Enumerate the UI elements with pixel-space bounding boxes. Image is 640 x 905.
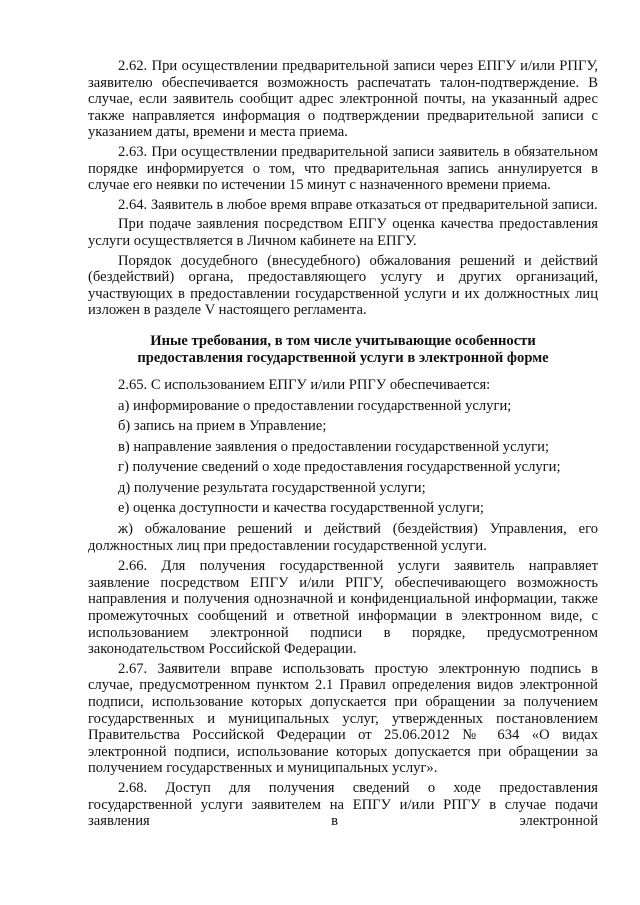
section-heading: [88, 333, 598, 367]
list-item: б) запись на прием в Управление;: [118, 418, 327, 435]
document-page: [88, 58, 598, 833]
paragraph-2-65: 2.65. С использованием ЕПГУ и/или РПГУ обеспечивается:: [118, 376, 491, 393]
paragraph-2-66: 2.66. Для получения государственной услуги заявитель направляет заявление посредством ЕПГУ и/или РПГУ, обеспечивающего возможность направления и получения однозначной и конфиденциальной информации, также промежуточных сообщений и ответной информации в электронном виде, с использованием электронной подписи в порядке, предусмотренном законодательством Российской Федерации.: [88, 558, 598, 658]
section-heading-line-1: Иные требования, в том числе учитывающие особенности: [150, 332, 536, 349]
paragraph-epgu-quality: При подаче заявления посредством ЕПГУ оценка качества предоставления услуги осуществляется в Личном кабинете на ЕПГУ.: [88, 216, 598, 249]
list-item: а) информирование о предоставлении государственной услуги;: [118, 397, 512, 414]
paragraph-2-63: 2.63. При осуществлении предварительной записи заявитель в обязательном порядке информируется о том, что предварительная запись аннулируется в случае его неявки по истечении 15 минут с назначенного времени приема.: [88, 143, 598, 194]
list-item: г) получение сведений о ходе предоставления государственной услуги;: [118, 459, 561, 476]
paragraph-appeal-procedure: Порядок досудебного (внесудебного) обжалования решений и действий (бездействий) органа, предоставляющего услугу и других организаций, участвующих в предоставлении государственной услуги и их должностных лиц изложен в разделе V настоящего регламента.: [88, 252, 598, 319]
list-item: в) направление заявления о предоставлении государственной услуги;: [118, 438, 550, 455]
paragraph-2-62: 2.62. При осуществлении предварительной записи через ЕПГУ и/или РПГУ, заявителю обеспечивается возможность распечатать талон-подтверждение. В случае, если заявитель сообщит адрес электронной почты, на указанный адрес также направляется информация о подтверждении предварительной записи с указанием даты, времени и места приема.: [88, 58, 598, 141]
section-heading-line-2: предоставления государственной услуги в электронной форме: [137, 349, 549, 366]
paragraph-2-64: 2.64. Заявитель в любое время вправе отказаться от предварительной записи.: [118, 196, 598, 213]
paragraph-2-67: 2.67. Заявители вправе использовать простую электронную подпись в случае, предусмотренном пунктом 2.1 Правил определения видов электронной подписи, использование которых допускается при обращении за получением государственных и муниципальных услуг, утвержденных постановлением Правительства Российской Федерации от 25.06.2012 № 634 «О видах электронной подписи, использование которых допускается при обращении за получением государственных и муниципальных услуг».: [88, 660, 598, 777]
paragraph-2-68: 2.68. Доступ для получения сведений о ходе предоставления государственной услуги заявителем на ЕПГУ и/или РПГУ в случае подачи заявления в электронной: [88, 779, 598, 830]
list-item: д) получение результата государственной услуги;: [118, 479, 426, 496]
list-item: ж) обжалование решений и действий (бездействия) Управления, его должностных лиц при предоставлении государственной услуги.: [88, 521, 598, 554]
list-item: е) оценка доступности и качества государственной услуги;: [118, 500, 484, 517]
